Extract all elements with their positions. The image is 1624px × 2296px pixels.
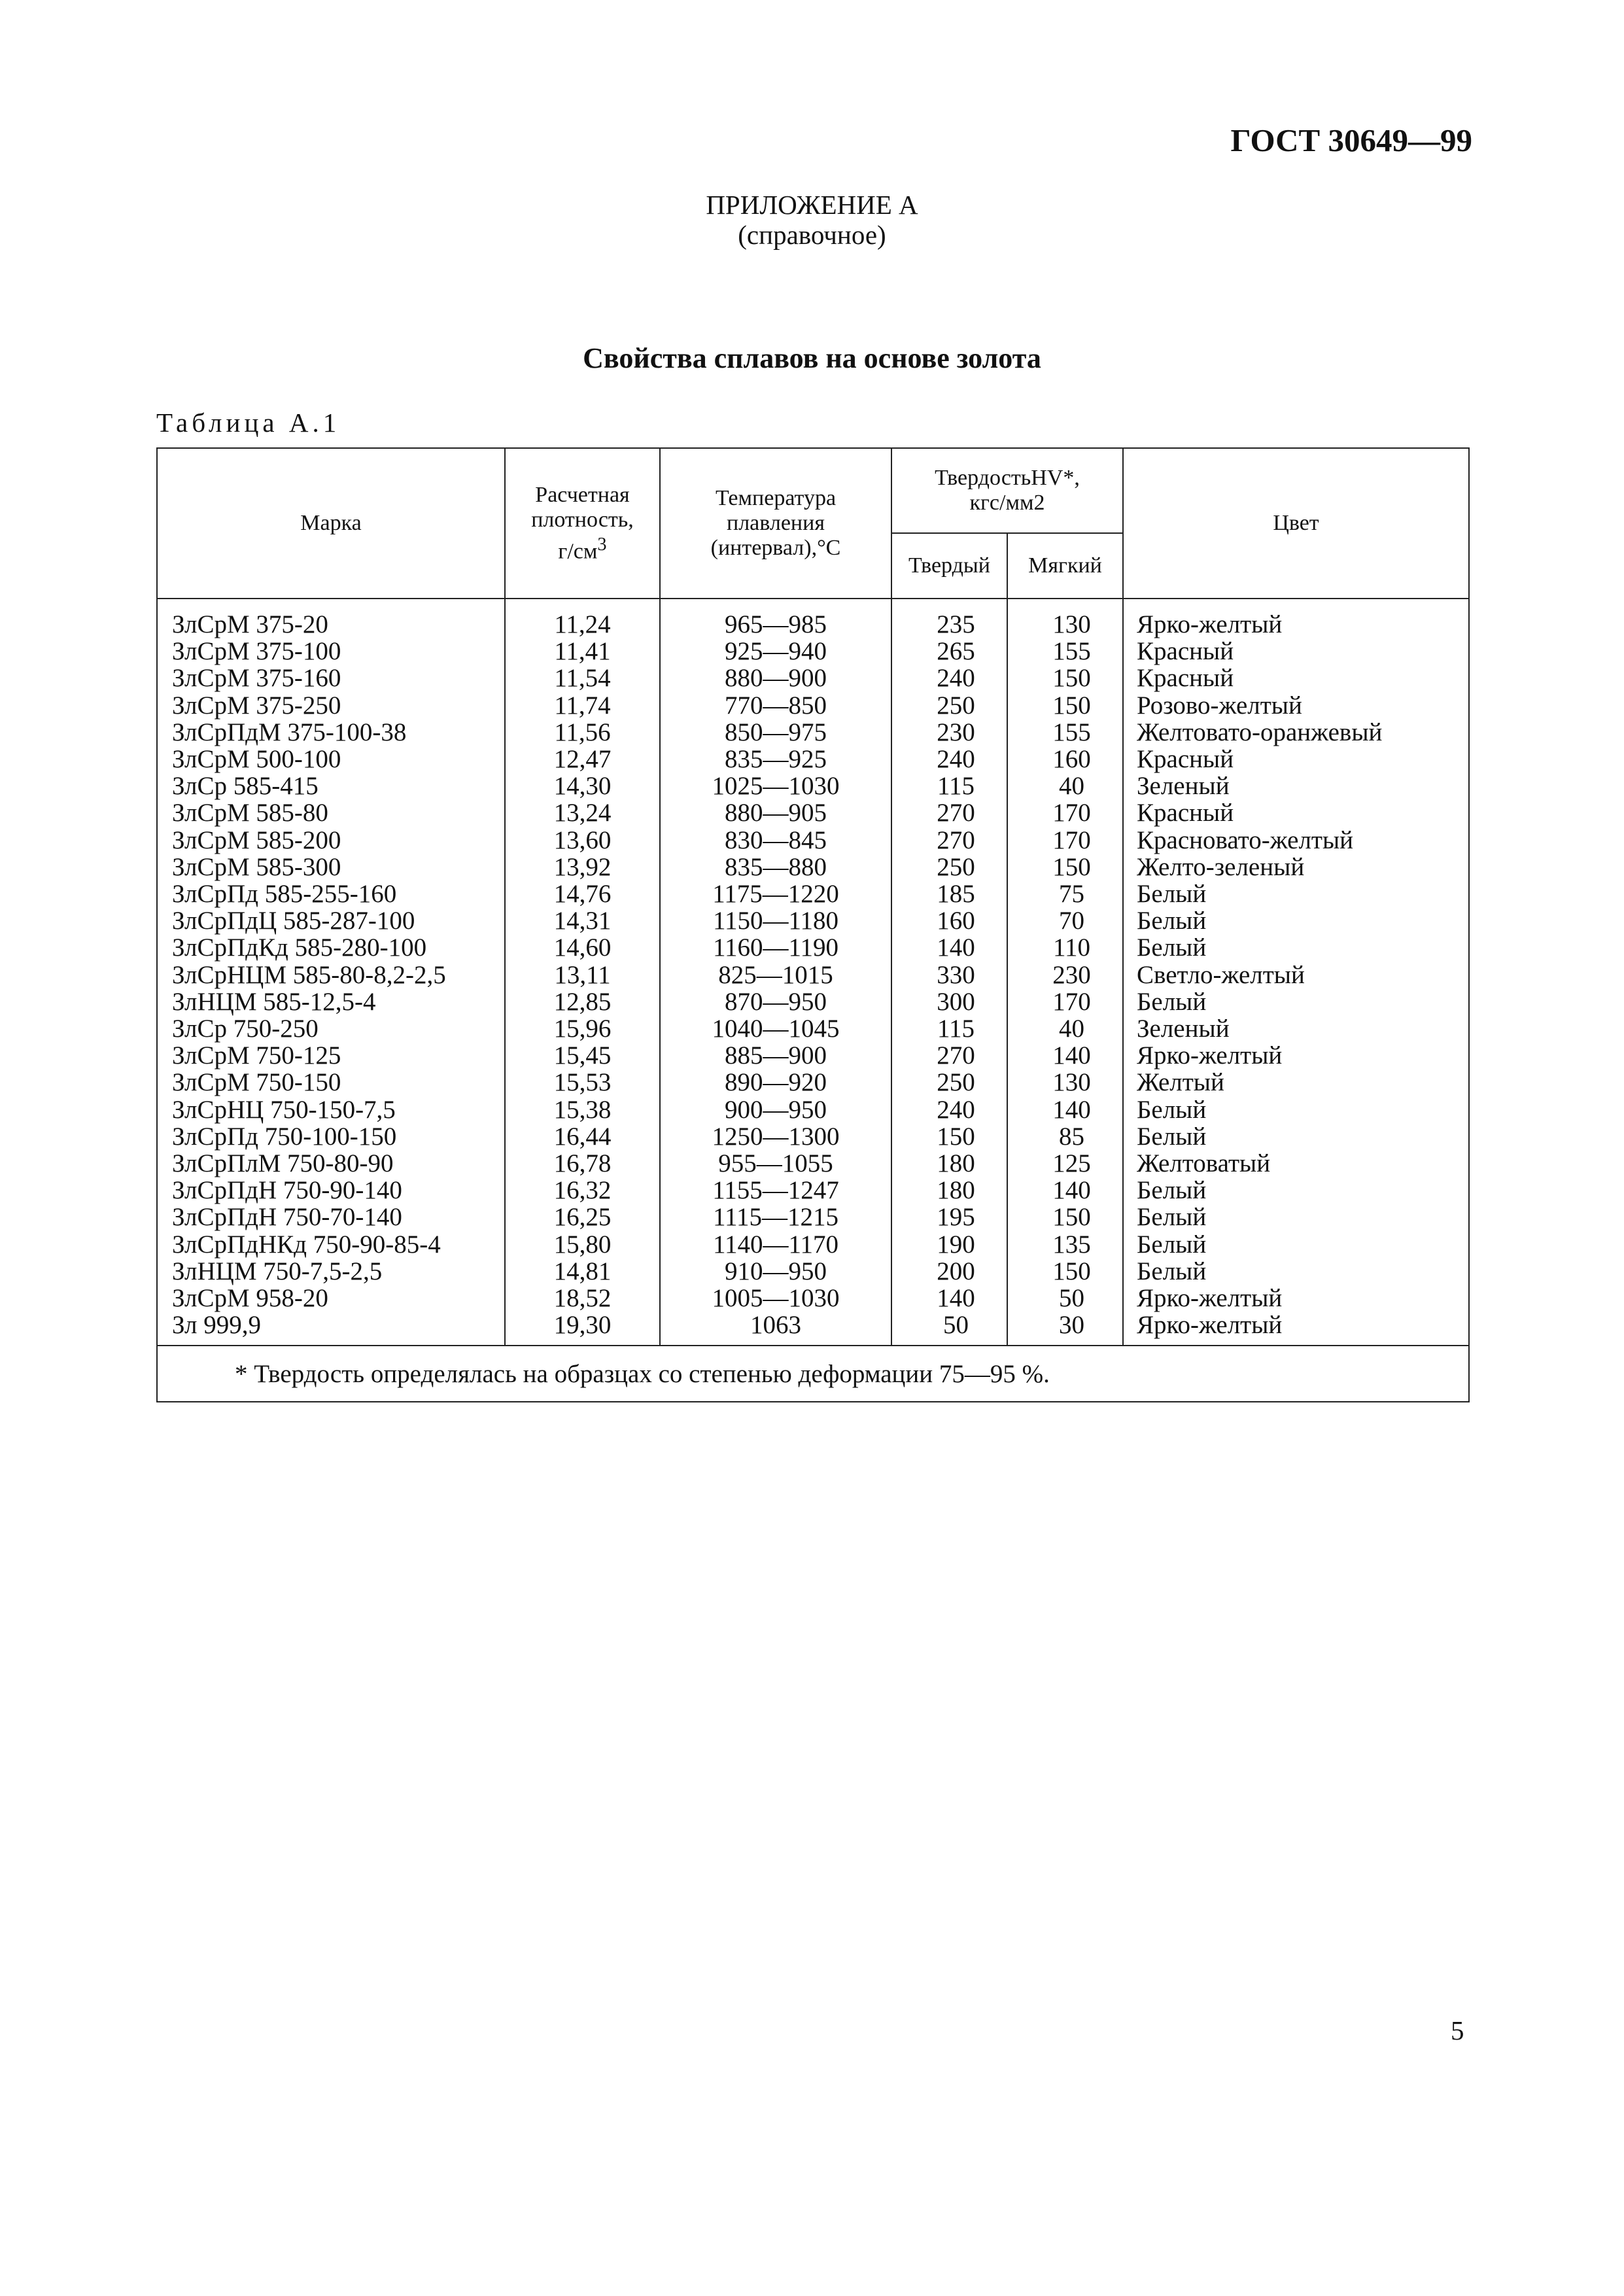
table-row bbox=[157, 934, 1469, 961]
cell-color: Красный bbox=[1123, 746, 1469, 773]
cell-grade: ЗлСр 585-415 bbox=[157, 773, 505, 799]
table-row bbox=[157, 988, 1469, 1015]
cell-density: 16,25 bbox=[505, 1204, 660, 1230]
cell-melting: 850—975 bbox=[660, 719, 891, 746]
cell-color: Светло-желтый bbox=[1123, 962, 1469, 988]
cell-density: 12,85 bbox=[505, 988, 660, 1015]
cell-hardness-soft: 125 bbox=[1007, 1150, 1123, 1177]
cell-hardness-soft: 150 bbox=[1007, 854, 1123, 880]
cell-color: Зеленый bbox=[1123, 1015, 1469, 1042]
cell-hardness-soft: 150 bbox=[1007, 1258, 1123, 1285]
cell-hardness-hard: 240 bbox=[891, 665, 1007, 691]
cell-hardness-hard: 50 bbox=[891, 1312, 1007, 1346]
cell-hardness-soft: 150 bbox=[1007, 1204, 1123, 1230]
cell-grade: ЗлСрМ 375-250 bbox=[157, 692, 505, 719]
cell-color: Ярко-желтый bbox=[1123, 1285, 1469, 1312]
table-caption: Таблица А.1 bbox=[156, 408, 341, 438]
cell-melting: 825—1015 bbox=[660, 962, 891, 988]
cell-grade: ЗлСрМ 585-200 bbox=[157, 827, 505, 854]
cell-melting: 770—850 bbox=[660, 692, 891, 719]
cell-density: 12,47 bbox=[505, 746, 660, 773]
cell-hardness-soft: 150 bbox=[1007, 665, 1123, 691]
cell-grade: ЗлСрМ 585-300 bbox=[157, 854, 505, 880]
cell-grade: ЗлСрМ 375-100 bbox=[157, 638, 505, 665]
cell-hardness-hard: 270 bbox=[891, 799, 1007, 826]
cell-melting: 910—950 bbox=[660, 1258, 891, 1285]
cell-grade: ЗлСрМ 750-125 bbox=[157, 1042, 505, 1069]
cell-density: 14,76 bbox=[505, 880, 660, 907]
table-row bbox=[157, 1204, 1469, 1230]
cell-melting: 885—900 bbox=[660, 1042, 891, 1069]
cell-density: 15,38 bbox=[505, 1096, 660, 1123]
alloy-properties-table bbox=[156, 447, 1470, 1402]
cell-grade: ЗлСрПдКд 585-280-100 bbox=[157, 934, 505, 961]
cell-color: Белый bbox=[1123, 907, 1469, 934]
cell-hardness-soft: 150 bbox=[1007, 692, 1123, 719]
cell-density: 16,44 bbox=[505, 1123, 660, 1150]
cell-grade: ЗлНЦМ 750-7,5-2,5 bbox=[157, 1258, 505, 1285]
cell-melting: 830—845 bbox=[660, 827, 891, 854]
cell-hardness-soft: 160 bbox=[1007, 746, 1123, 773]
cell-melting: 880—900 bbox=[660, 665, 891, 691]
cell-melting: 965—985 bbox=[660, 599, 891, 638]
document-title: Свойства сплавов на основе золота bbox=[583, 342, 1041, 374]
cell-color: Белый bbox=[1123, 988, 1469, 1015]
cell-grade: ЗлСр 750-250 bbox=[157, 1015, 505, 1042]
table-row bbox=[157, 962, 1469, 988]
cell-grade: ЗлСрПдН 750-90-140 bbox=[157, 1177, 505, 1204]
cell-density: 16,78 bbox=[505, 1150, 660, 1177]
cell-color: Желтоватый bbox=[1123, 1150, 1469, 1177]
cell-hardness-soft: 155 bbox=[1007, 719, 1123, 746]
cell-color: Белый bbox=[1123, 1096, 1469, 1123]
cell-grade: ЗлСрМ 500-100 bbox=[157, 746, 505, 773]
header-density-unit: $г/см^3$ bbox=[558, 534, 607, 564]
cell-melting: 1040—1045 bbox=[660, 1015, 891, 1042]
cell-hardness-soft: 135 bbox=[1007, 1231, 1123, 1258]
cell-color: Белый bbox=[1123, 1177, 1469, 1204]
cell-color: Розово-желтый bbox=[1123, 692, 1469, 719]
header-hardness bbox=[891, 448, 1123, 533]
cell-density: 14,30 bbox=[505, 773, 660, 799]
cell-density: 14,31 bbox=[505, 907, 660, 934]
cell-color: Белый bbox=[1123, 1204, 1469, 1230]
cell-melting: 1140—1170 bbox=[660, 1231, 891, 1258]
cell-density: 11,54 bbox=[505, 665, 660, 691]
cell-grade: ЗлСрПдН 750-70-140 bbox=[157, 1204, 505, 1230]
table-row bbox=[157, 1123, 1469, 1150]
cell-hardness-hard: 270 bbox=[891, 827, 1007, 854]
cell-hardness-hard: 180 bbox=[891, 1177, 1007, 1204]
cell-hardness-hard: 270 bbox=[891, 1042, 1007, 1069]
cell-grade: ЗлСрНЦ 750-150-7,5 bbox=[157, 1096, 505, 1123]
cell-hardness-hard: 160 bbox=[891, 907, 1007, 934]
appendix-heading bbox=[0, 190, 1624, 250]
cell-density: 15,45 bbox=[505, 1042, 660, 1069]
cell-color: Желтый bbox=[1123, 1069, 1469, 1096]
header-hardness-line1: ТвердостьHV*, bbox=[935, 466, 1080, 490]
table-row bbox=[157, 665, 1469, 691]
cell-melting: 1115—1215 bbox=[660, 1204, 891, 1230]
table-footnote: * Твердость определялась на образцах со степенью деформации 75—95 %. bbox=[157, 1346, 1469, 1402]
cell-color: Желтовато-оранжевый bbox=[1123, 719, 1469, 746]
table-row bbox=[157, 1231, 1469, 1258]
cell-hardness-hard: 330 bbox=[891, 962, 1007, 988]
cell-melting: 1155—1247 bbox=[660, 1177, 891, 1204]
table-row bbox=[157, 1312, 1469, 1346]
cell-hardness-soft: 110 bbox=[1007, 934, 1123, 961]
cell-hardness-hard: 240 bbox=[891, 1096, 1007, 1123]
table-row bbox=[157, 799, 1469, 826]
cell-density: 19,30 bbox=[505, 1312, 660, 1346]
table-row bbox=[157, 1177, 1469, 1204]
table-row bbox=[157, 1258, 1469, 1285]
cell-color: Красный bbox=[1123, 665, 1469, 691]
header-melting-temperature bbox=[660, 448, 891, 599]
table-row bbox=[157, 638, 1469, 665]
header-density-line1: Расчетная bbox=[535, 482, 630, 507]
cell-color: Зеленый bbox=[1123, 773, 1469, 799]
cell-hardness-soft: 140 bbox=[1007, 1042, 1123, 1069]
cell-color: Ярко-желтый bbox=[1123, 1042, 1469, 1069]
cell-hardness-hard: 140 bbox=[891, 934, 1007, 961]
cell-grade: ЗлСрПдНКд 750-90-85-4 bbox=[157, 1231, 505, 1258]
cell-hardness-hard: 250 bbox=[891, 1069, 1007, 1096]
table-row bbox=[157, 773, 1469, 799]
table-row bbox=[157, 1015, 1469, 1042]
table-row bbox=[157, 907, 1469, 934]
cell-melting: 1150—1180 bbox=[660, 907, 891, 934]
cell-melting: 955—1055 bbox=[660, 1150, 891, 1177]
cell-melting: 1160—1190 bbox=[660, 934, 891, 961]
cell-melting: 1005—1030 bbox=[660, 1285, 891, 1312]
table-row bbox=[157, 880, 1469, 907]
cell-hardness-hard: 115 bbox=[891, 1015, 1007, 1042]
cell-hardness-soft: 140 bbox=[1007, 1177, 1123, 1204]
cell-hardness-hard: 180 bbox=[891, 1150, 1007, 1177]
cell-color: Белый bbox=[1123, 1258, 1469, 1285]
table-row bbox=[157, 746, 1469, 773]
cell-hardness-soft: 40 bbox=[1007, 1015, 1123, 1042]
cell-hardness-hard: 150 bbox=[891, 1123, 1007, 1150]
cell-melting: 870—950 bbox=[660, 988, 891, 1015]
header-hardness-hard: Твердый bbox=[891, 533, 1007, 599]
cell-grade: ЗлСрПдЦ 585-287-100 bbox=[157, 907, 505, 934]
cell-hardness-soft: 30 bbox=[1007, 1312, 1123, 1346]
cell-density: 14,60 bbox=[505, 934, 660, 961]
cell-hardness-hard: 240 bbox=[891, 746, 1007, 773]
appendix-type: (справочное) bbox=[738, 220, 886, 250]
cell-grade: ЗлСрПлМ 750-80-90 bbox=[157, 1150, 505, 1177]
table-row bbox=[157, 1096, 1469, 1123]
cell-density: 15,80 bbox=[505, 1231, 660, 1258]
cell-hardness-soft: 85 bbox=[1007, 1123, 1123, 1150]
cell-color: Белый bbox=[1123, 1123, 1469, 1150]
cell-melting: 835—925 bbox=[660, 746, 891, 773]
cell-color: Ярко-желтый bbox=[1123, 1312, 1469, 1346]
cell-density: 11,41 bbox=[505, 638, 660, 665]
table-row bbox=[157, 1042, 1469, 1069]
cell-hardness-soft: 170 bbox=[1007, 799, 1123, 826]
cell-hardness-soft: 230 bbox=[1007, 962, 1123, 988]
cell-grade: ЗлСрМ 585-80 bbox=[157, 799, 505, 826]
header-melting-line3: (интервал),°С bbox=[710, 536, 841, 560]
header-hardness-line2: кгс/мм2 bbox=[969, 491, 1045, 515]
cell-hardness-soft: 170 bbox=[1007, 988, 1123, 1015]
table-row bbox=[157, 1285, 1469, 1312]
header-melting-line2: плавления bbox=[727, 511, 825, 535]
cell-hardness-soft: 155 bbox=[1007, 638, 1123, 665]
cell-grade: Зл 999,9 bbox=[157, 1312, 505, 1346]
standard-code: ГОСТ 30649—99 bbox=[1230, 122, 1472, 158]
cell-melting: 925—940 bbox=[660, 638, 891, 665]
header-melting-line1: Температура bbox=[715, 486, 837, 510]
cell-melting: 890—920 bbox=[660, 1069, 891, 1096]
cell-color: Белый bbox=[1123, 880, 1469, 907]
cell-hardness-hard: 195 bbox=[891, 1204, 1007, 1230]
cell-density: 16,32 bbox=[505, 1177, 660, 1204]
header-density-line2: плотность, bbox=[531, 507, 634, 532]
table-row bbox=[157, 827, 1469, 854]
cell-color: Красный bbox=[1123, 638, 1469, 665]
cell-hardness-soft: 130 bbox=[1007, 599, 1123, 638]
cell-hardness-hard: 140 bbox=[891, 1285, 1007, 1312]
header-color: Цвет bbox=[1123, 448, 1469, 599]
cell-hardness-soft: 130 bbox=[1007, 1069, 1123, 1096]
table-row bbox=[157, 692, 1469, 719]
cell-grade: ЗлСрМ 750-150 bbox=[157, 1069, 505, 1096]
cell-grade: ЗлСрМ 375-20 bbox=[157, 599, 505, 638]
page-number: 5 bbox=[1451, 2015, 1464, 2045]
cell-grade: ЗлСрНЦМ 585-80-8,2-2,5 bbox=[157, 962, 505, 988]
table-row bbox=[157, 1150, 1469, 1177]
cell-density: 13,11 bbox=[505, 962, 660, 988]
table-row bbox=[157, 1069, 1469, 1096]
cell-color: Красновато-желтый bbox=[1123, 827, 1469, 854]
cell-hardness-hard: 235 bbox=[891, 599, 1007, 638]
cell-hardness-hard: 185 bbox=[891, 880, 1007, 907]
cell-hardness-soft: 70 bbox=[1007, 907, 1123, 934]
cell-density: 13,92 bbox=[505, 854, 660, 880]
cell-melting: 1025—1030 bbox=[660, 773, 891, 799]
cell-density: 14,81 bbox=[505, 1258, 660, 1285]
cell-melting: 900—950 bbox=[660, 1096, 891, 1123]
cell-melting: 1063 bbox=[660, 1312, 891, 1346]
cell-grade: ЗлСрПдМ 375-100-38 bbox=[157, 719, 505, 746]
cell-grade: ЗлСрПд 585-255-160 bbox=[157, 880, 505, 907]
header-density bbox=[505, 448, 660, 599]
cell-hardness-soft: 40 bbox=[1007, 773, 1123, 799]
cell-color: Красный bbox=[1123, 799, 1469, 826]
cell-density: 11,74 bbox=[505, 692, 660, 719]
cell-grade: ЗлСрМ 375-160 bbox=[157, 665, 505, 691]
cell-grade: ЗлСрМ 958-20 bbox=[157, 1285, 505, 1312]
cell-hardness-hard: 265 bbox=[891, 638, 1007, 665]
cell-color: Белый bbox=[1123, 1231, 1469, 1258]
cell-hardness-hard: 230 bbox=[891, 719, 1007, 746]
cell-grade: ЗлНЦМ 585-12,5-4 bbox=[157, 988, 505, 1015]
cell-hardness-hard: 190 bbox=[891, 1231, 1007, 1258]
cell-density: 15,53 bbox=[505, 1069, 660, 1096]
cell-color: Ярко-желтый bbox=[1123, 599, 1469, 638]
table-row bbox=[157, 719, 1469, 746]
cell-hardness-hard: 115 bbox=[891, 773, 1007, 799]
cell-color: Желто-зеленый bbox=[1123, 854, 1469, 880]
cell-hardness-hard: 250 bbox=[891, 854, 1007, 880]
cell-density: 11,56 bbox=[505, 719, 660, 746]
cell-hardness-hard: 200 bbox=[891, 1258, 1007, 1285]
cell-density: 11,24 bbox=[505, 599, 660, 638]
cell-hardness-hard: 250 bbox=[891, 692, 1007, 719]
cell-density: 18,52 bbox=[505, 1285, 660, 1312]
table-row bbox=[157, 599, 1469, 638]
cell-color: Белый bbox=[1123, 934, 1469, 961]
header-grade: Марка bbox=[157, 448, 505, 599]
cell-melting: 1175—1220 bbox=[660, 880, 891, 907]
cell-melting: 880—905 bbox=[660, 799, 891, 826]
cell-density: 13,60 bbox=[505, 827, 660, 854]
appendix-title: ПРИЛОЖЕНИЕ А bbox=[706, 190, 918, 220]
cell-grade: ЗлСрПд 750-100-150 bbox=[157, 1123, 505, 1150]
cell-melting: 1250—1300 bbox=[660, 1123, 891, 1150]
table-body bbox=[157, 599, 1469, 1346]
cell-melting: 835—880 bbox=[660, 854, 891, 880]
cell-hardness-hard: 300 bbox=[891, 988, 1007, 1015]
table-row bbox=[157, 854, 1469, 880]
cell-hardness-soft: 170 bbox=[1007, 827, 1123, 854]
cell-hardness-soft: 75 bbox=[1007, 880, 1123, 907]
header-hardness-soft: Мягкий bbox=[1007, 533, 1123, 599]
cell-density: 13,24 bbox=[505, 799, 660, 826]
cell-density: 15,96 bbox=[505, 1015, 660, 1042]
cell-hardness-soft: 50 bbox=[1007, 1285, 1123, 1312]
cell-hardness-soft: 140 bbox=[1007, 1096, 1123, 1123]
